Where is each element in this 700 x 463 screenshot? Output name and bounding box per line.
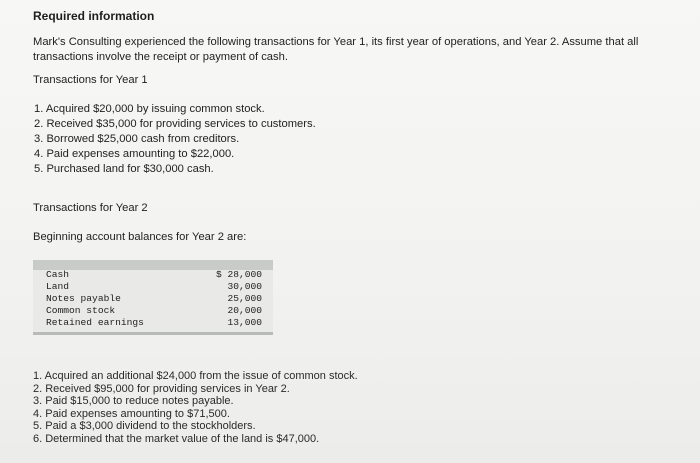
year1-transaction-5: 5. Purchased land for $30,000 cash. [34,163,214,175]
balance-amount: 20,000 [227,305,262,316]
year2-transaction-1: 1. Acquired an additional $24,000 from the issue of common stock. [33,370,358,382]
balance-amount: 25,000 [227,293,262,304]
balance-row-land [46,281,262,293]
balance-row-notes-payable [46,293,262,305]
year1-transaction-1: 1. Acquired $20,000 by issuing common stock. [34,103,265,115]
year2-transaction-3: 3. Paid $15,000 to reduce notes payable. [33,395,234,407]
balance-label: Notes payable [46,293,121,304]
year2-transaction-6: 6. Determined that the market value of the land is $47,000. [33,432,320,445]
balance-row-cash [46,269,262,281]
balance-amount: $ 28,000 [215,269,262,280]
balance-row-common-stock [46,305,262,317]
year1-transaction-3: 3. Borrowed $25,000 cash from creditors. [34,133,240,145]
balance-amount: 30,000 [227,281,262,292]
balance-row-retained-earnings [46,317,262,329]
year2-title: Transactions for Year 2 [33,202,148,214]
required-information-heading: Required information [33,9,155,23]
year1-transaction-4: 4. Paid expenses amounting to $22,000. [34,148,235,160]
year2-transaction-4: 4. Paid expenses amounting to $71,500. [33,407,230,420]
balance-label: Common stock [46,305,116,316]
balance-amount: 13,000 [227,317,262,328]
beginning-balances-table [33,260,273,336]
balance-label: Land [46,281,70,292]
beginning-balances-label: Beginning account balances for Year 2 are: [33,231,247,243]
year2-transaction-2: 2. Received $95,000 for providing services in Year 2. [33,382,290,395]
problem-intro: Mark's Consulting experienced the following transactions for Year 1, its first year of operations, and Year 2. Assume that all transactions involve the receipt or payment of cash. [33,36,639,63]
balance-label: Retained earnings [46,317,144,328]
year1-transaction-2: 2. Received $35,000 for providing services to customers. [34,118,316,130]
year2-transactions-list [33,370,358,445]
balance-label: Cash [46,269,70,280]
year2-transaction-5: 5. Paid a $3,000 dividend to the stockholders. [33,420,256,432]
table-footer-rule [33,332,273,335]
year1-transactions-list [34,102,316,177]
year1-title: Transactions for Year 1 [33,74,148,86]
